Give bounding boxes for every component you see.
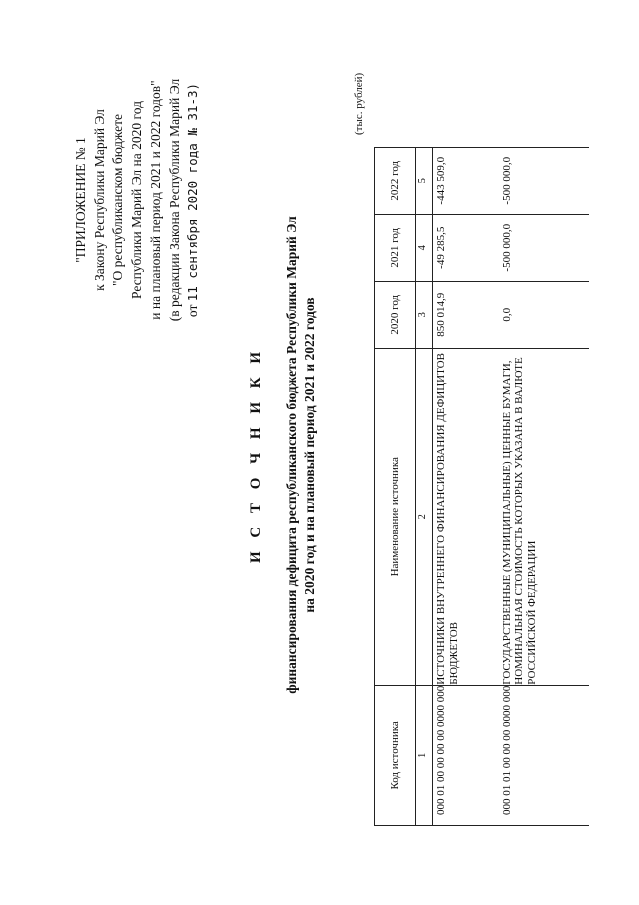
units-label: (тыс. рублей)	[353, 72, 365, 135]
row-value-2021: -500 000,0	[499, 214, 589, 281]
title-heading: И С Т О Ч Н И К И	[248, 346, 264, 564]
row-value-2020: 850 014,9	[433, 281, 499, 348]
row-code: 000 01 01 00 00 00 0000 000	[499, 685, 589, 825]
header-2020: 2020 год	[375, 281, 416, 348]
column-number-5: 5	[416, 147, 433, 214]
column-number-4: 4	[416, 214, 433, 281]
appendix-date: 11 сентября 2020 года № 31-З)	[185, 82, 201, 302]
row-name: ГОСУДАРСТВЕННЫЕ (МУНИЦИПАЛЬНЫЕ) ЦЕННЫЕ БУМАГИ, НОМИНАЛЬНАЯ СТОИМОСТЬ КОТОРЫХ УКАЗАНА В ВАЛЮТЕ РОССИЙСКОЙ ФЕДЕРАЦИИ	[499, 348, 589, 685]
appendix-line-7	[184, 40, 203, 360]
header-2022: 2022 год	[375, 147, 416, 214]
header-name: Наименование источника	[375, 348, 416, 685]
table-row	[433, 147, 499, 825]
appendix-line-6: (в редакции Закона Республики Марий Эл	[166, 78, 182, 322]
appendix-line-1: "ПРИЛОЖЕНИЕ № 1	[73, 137, 88, 263]
header-2021: 2021 год	[375, 214, 416, 281]
column-number-1: 1	[416, 685, 433, 825]
row-name: ИСТОЧНИКИ ВНУТРЕННЕГО ФИНАНСИРОВАНИЯ ДЕФИЦИТОВ БЮДЖЕТОВ	[433, 348, 499, 685]
row-code: 000 01 00 00 00 00 0000 000	[433, 685, 499, 825]
column-number-2: 2	[416, 348, 433, 685]
row-value-2020: 0,0	[499, 281, 589, 348]
sources-table	[374, 147, 589, 826]
header-code: Код источника	[375, 685, 416, 825]
appendix-line-4: Республики Марий Эл на 2020 год	[129, 101, 145, 299]
column-number-3: 3	[416, 281, 433, 348]
column-number-row	[416, 147, 433, 825]
table-row	[499, 147, 589, 825]
appendix-date-prefix: от	[185, 304, 201, 318]
table-header-row	[375, 147, 416, 825]
document-title	[248, 95, 318, 815]
title-subtitle-2: на 2020 год и на плановый период 2021 и 2022 годов	[301, 297, 317, 613]
title-subtitle-1: финансирования дефицита республиканского бюджета Республики Марий Эл	[284, 216, 299, 694]
row-value-2021: -49 285,5	[433, 214, 499, 281]
appendix-line-3: "О республиканском бюджете	[110, 114, 126, 287]
row-value-2022: -443 509,0	[433, 147, 499, 214]
appendix-line-2: к Закону Республики Марий Эл	[91, 109, 107, 291]
appendix-line-5: и на плановый период 2021 и 2022 годов"	[147, 80, 163, 320]
row-value-2022: -500 000,0	[499, 147, 589, 214]
appendix-block	[72, 40, 203, 360]
